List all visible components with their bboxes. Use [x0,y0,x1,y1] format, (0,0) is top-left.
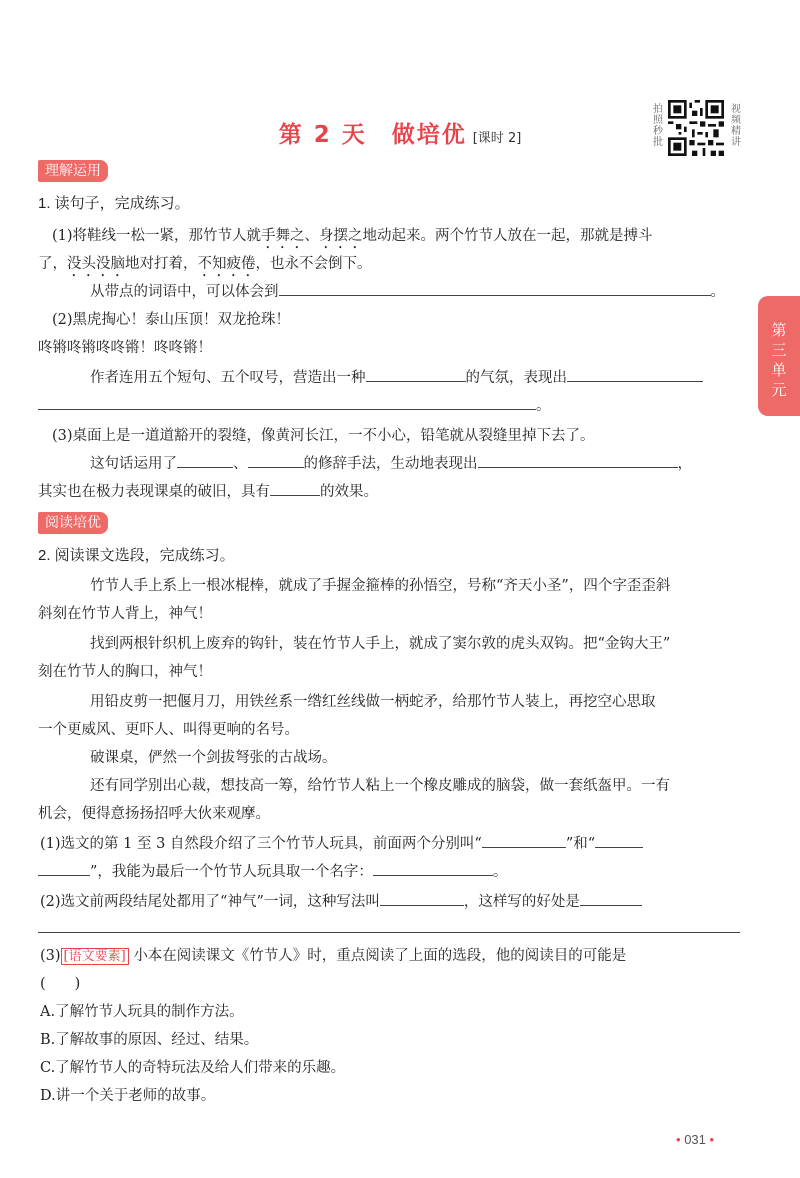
answer-blank[interactable] [380,891,464,906]
option-b[interactable]: B.了解故事的原因、经过、结果。 [40,1032,259,1048]
dot-decoration: • [676,1132,681,1147]
passage-p3-line2: 一个更威风、更吓人、叫得更响的名号。 [38,722,299,738]
q1-p2-answer-line2: 。 [38,394,551,415]
q1-p3-answer-line2: 其实也在极力表现课桌的破旧，具有 的效果。 [38,480,378,501]
title-text: 第 2 天 做培优 [278,122,467,148]
option-a[interactable]: A.了解竹节人玩具的制作方法。 [40,1004,244,1020]
answer-blank[interactable] [366,367,466,382]
q2-sub1-line1: (1)选文的第 1 至 3 自然段介绍了三个竹节人玩具，前面两个分别叫“ ”和“ [40,832,643,853]
answer-blank[interactable] [38,861,90,876]
option-c[interactable]: C.了解竹节人的奇特玩法及给人们带来的乐趣。 [40,1060,346,1076]
unit-side-tab-label: 第三单元 [771,321,787,399]
option-d[interactable]: D.讲一个关于老师的故事。 [40,1088,216,1104]
q1-p1-answer-line: 从带点的词语中，可以体会到 。 [90,280,725,301]
answer-blank[interactable] [482,833,566,848]
dotted-word: 没头没脑 [67,256,125,272]
answer-blank[interactable] [580,891,642,906]
passage-p4: 破课桌，俨然一个剑拔弩张的古战场。 [90,750,337,766]
q2-sub1-line2: ”，我能为最后一个竹节人玩具取一个名字： 。 [38,860,507,881]
q2-title: 2. 阅读课文选段，完成练习。 [38,547,235,564]
passage-p5-line1: 还有同学别出心裁，想技高一筹，给竹节人粘上一个橡皮雕成的脑袋，做一套纸盔甲。一有 [90,778,670,794]
qr-code-icon[interactable] [668,100,724,156]
q1-p2-line1: (2)黑虎掏心！泰山压顶！双龙抢珠！ [52,312,291,328]
q2-sub3-line1: (3) [语文要素] 小本在阅读课文《竹节人》时，重点阅读了上面的选段，他的阅读目的可能是 [40,948,627,964]
section-tag-reading: 阅读培优 [38,512,108,534]
q1-p2-answer-line: 作者连用五个短句、五个叹号，营造出一种 的气氛，表现出 [90,366,703,387]
dotted-word: 手舞之 [261,228,305,244]
answer-blank[interactable] [38,395,536,410]
dotted-word: 不知疲倦 [197,256,256,272]
qr-left-text: 拍照秒批 [653,104,663,148]
passage-p3-line1: 用铅皮剪一把偃月刀，用铁丝系一绺红丝线做一柄蛇矛，给那竹节人装上，再挖空心思取 [90,694,656,710]
q1-p2-line2: 咚锵咚锵咚咚锵！咚咚锵！ [38,340,212,356]
q1-p1-line1: (1)将鞋线一松一紧，那竹节人就手舞之、身摆之地动起来。两个竹节人放在一起，那就是搏斗 [52,228,653,244]
answer-blank[interactable] [177,453,233,468]
q1-p1-line2: 了，没头没脑地对打着，不知疲倦，也永不会倒下。 [38,256,372,272]
answer-blank[interactable] [595,833,643,848]
answer-blank[interactable] [248,453,304,468]
lesson-label: [课时 2] [472,131,522,146]
passage-p5-line2: 机会，便得意扬扬招呼大伙来观摩。 [38,806,270,822]
qr-right-text: 视频精讲 [731,104,741,148]
chinese-element-tag: [语文要素] [61,948,129,965]
answer-blank[interactable] [270,481,320,496]
dotted-word: 身摆之 [319,228,363,244]
dot-decoration: • [709,1132,715,1147]
passage-p1-line2: 斜刻在竹节人背上，神气！ [38,606,212,622]
answer-blank[interactable] [373,861,493,876]
answer-line-full[interactable] [38,932,740,933]
answer-blank[interactable] [567,367,703,382]
passage-p2-line2: 刻在竹节人的胸口，神气！ [38,664,212,680]
q2-sub2-line1: (2)选文前两段结尾处都用了“神气”一词，这种写法叫 ，这样写的好处是 [40,890,642,911]
answer-blank[interactable] [279,281,711,296]
q1-p3-answer-line: 这句话运用了 、 的修辞手法，生动地表现出 ， [90,452,692,473]
q2-sub3-choice-paren[interactable]: ( ) [40,976,81,992]
unit-side-tab[interactable] [758,296,800,416]
section-tag-understand: 理解运用 [38,160,108,182]
q1-p3-line1: (3)桌面上是一道道豁开的裂缝，像黄河长江，一不小心，铅笔就从裂缝里掉下去了。 [52,428,595,444]
answer-blank[interactable] [478,453,678,468]
q1-title: 1. 读句子，完成练习。 [38,195,190,212]
passage-p1-line1: 竹节人手上系上一根冰棍棒，就成了手握金箍棒的孙悟空，号称“齐天小圣”，四个字歪歪斜 [90,578,671,594]
passage-p2-line1: 找到两根针织机上废弃的钩针，装在竹节人手上，就成了窦尔敦的虎头双钩。把“金钩大王” [90,636,671,652]
page-number: • 031 • [676,1132,715,1147]
qr-block[interactable] [650,98,750,158]
